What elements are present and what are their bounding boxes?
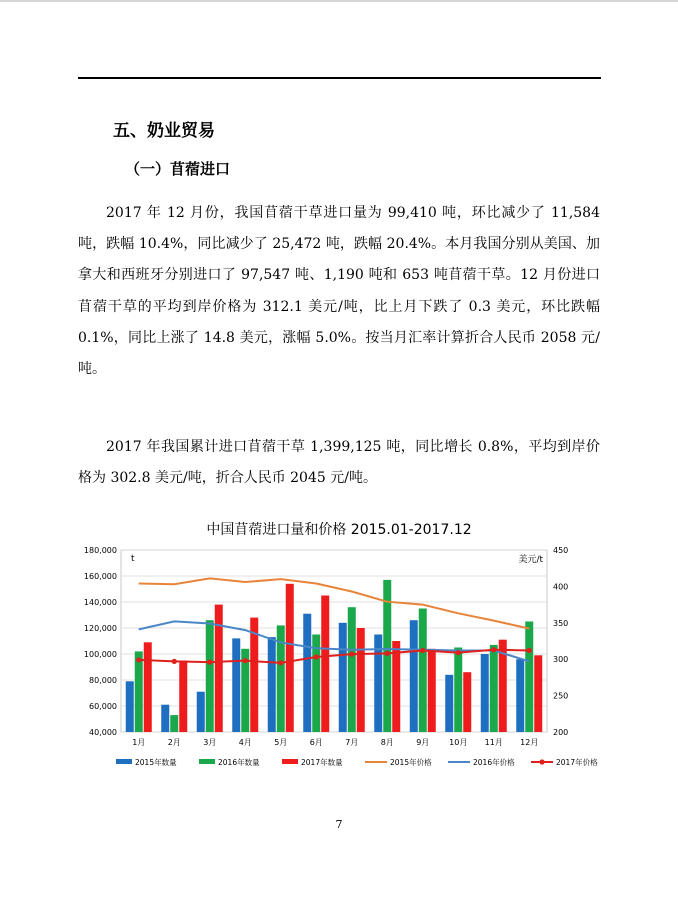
x-tick-label: 1月 [132, 738, 146, 747]
bar [481, 654, 489, 732]
y2-tick-label: 450 [553, 546, 569, 555]
y2-tick-label: 200 [553, 728, 569, 737]
line-point [314, 654, 319, 659]
bar [170, 715, 178, 732]
y-tick-label: 40,000 [89, 728, 117, 737]
sub-title: （一）苜蓿进口 [125, 160, 231, 178]
legend-label: 2015年价格 [390, 758, 432, 767]
x-tick-label: 6月 [309, 738, 323, 747]
x-tick-label: 9月 [416, 738, 430, 747]
x-tick-label: 10月 [449, 738, 468, 747]
line-point [207, 660, 212, 665]
bar [490, 645, 498, 732]
header-rule [78, 77, 601, 79]
legend-label: 2017年价格 [556, 758, 598, 767]
y-tick-label: 180,000 [83, 546, 117, 555]
bar [357, 628, 365, 732]
line-point [243, 658, 248, 663]
bar [268, 637, 276, 732]
line-point [172, 659, 177, 664]
bar [339, 623, 347, 732]
x-tick-label: 11月 [484, 738, 503, 747]
line-point [385, 651, 390, 656]
x-tick-label: 12月 [520, 738, 539, 747]
y-tick-label: 60,000 [89, 702, 117, 711]
legend-label: 2016年价格 [473, 758, 515, 767]
y-axis-label: t [131, 554, 135, 564]
page-top-border [0, 0, 678, 2]
y-tick-label: 100,000 [83, 650, 117, 659]
bar [321, 596, 329, 733]
y-tick-label: 160,000 [83, 572, 117, 581]
legend-label: 2015年数量 [135, 758, 177, 767]
x-tick-label: 4月 [238, 738, 252, 747]
legend-label: 2017年数量 [301, 758, 343, 767]
bar [348, 607, 356, 732]
legend-label: 2016年数量 [218, 758, 260, 767]
line-point [456, 650, 461, 655]
line-point [491, 647, 496, 652]
bar [463, 672, 471, 732]
bar [525, 622, 533, 733]
import-chart [78, 538, 598, 778]
page-number: 7 [335, 818, 343, 831]
legend-swatch [116, 759, 132, 764]
y2-axis-label: 美元/t [518, 555, 543, 565]
bar [534, 655, 542, 732]
x-tick-label: 7月 [345, 738, 359, 747]
bar [135, 651, 143, 732]
bar [286, 584, 294, 732]
legend-marker [539, 759, 544, 764]
line-point [420, 648, 425, 653]
y2-tick-label: 250 [553, 691, 569, 701]
bar [126, 681, 134, 732]
y2-tick-label: 300 [553, 655, 569, 665]
bar [392, 641, 400, 732]
section-title: 五、奶业贸易 [113, 121, 215, 141]
paragraph-2-text: 2017 年我国累计进口苜蓿干草 1,399,125 吨，同比增长 0.8%，平均到岸价格为 302.8 美元/吨，折合人民币 2045 元/吨。 [78, 439, 600, 487]
bar [428, 649, 436, 732]
bar [161, 705, 169, 732]
x-tick-label: 8月 [380, 738, 394, 747]
bar [206, 620, 214, 732]
legend-swatch [282, 759, 298, 764]
line-point [136, 657, 141, 662]
series-line [139, 650, 530, 663]
paragraph-1 [78, 198, 600, 385]
series-line [139, 578, 530, 628]
y-tick-label: 80,000 [89, 676, 117, 685]
line-point [278, 660, 283, 665]
paragraph-1-text: 2017 年 12 月份，我国苜蓿干草进口量为 99,410 吨，环比减少了 11,584 吨，跌幅 10.4%，同比减少了 25,472 吨，跌幅 20.4%。本月我国分别从美国、加拿大和西班牙分别进口了 97,547 吨、1,190 吨和 653 吨苜蓿干草。12 月份进口苜蓿干草的平均到岸价格为 312.1 美元/吨，比上月下跌了 0.3 美元，环比跌幅 0.1%，同比上涨了 14.8 美元，涨幅 5.0%。按当月汇率计算折合人民币 2058 元/吨。 [78, 205, 600, 378]
bar [197, 692, 205, 732]
x-tick-label: 5月 [274, 738, 288, 747]
bar [144, 642, 152, 732]
bar [410, 620, 418, 732]
bar [179, 661, 187, 733]
x-tick-label: 3月 [203, 738, 217, 747]
bar [516, 659, 524, 732]
line-point [527, 648, 532, 653]
bar [419, 609, 427, 733]
bar [303, 614, 311, 732]
line-point [349, 652, 354, 657]
y2-tick-label: 400 [553, 582, 569, 592]
chart-title: 中国苜蓿进口量和价格 2015.01-2017.12 [206, 522, 472, 538]
bar [454, 648, 462, 733]
legend-swatch [199, 759, 215, 764]
bar [232, 638, 240, 732]
y-tick-label: 140,000 [83, 598, 117, 607]
bar [445, 675, 453, 732]
y-tick-label: 120,000 [83, 624, 117, 633]
x-tick-label: 2月 [167, 738, 181, 747]
y2-tick-label: 350 [553, 618, 569, 628]
paragraph-2 [78, 432, 600, 494]
